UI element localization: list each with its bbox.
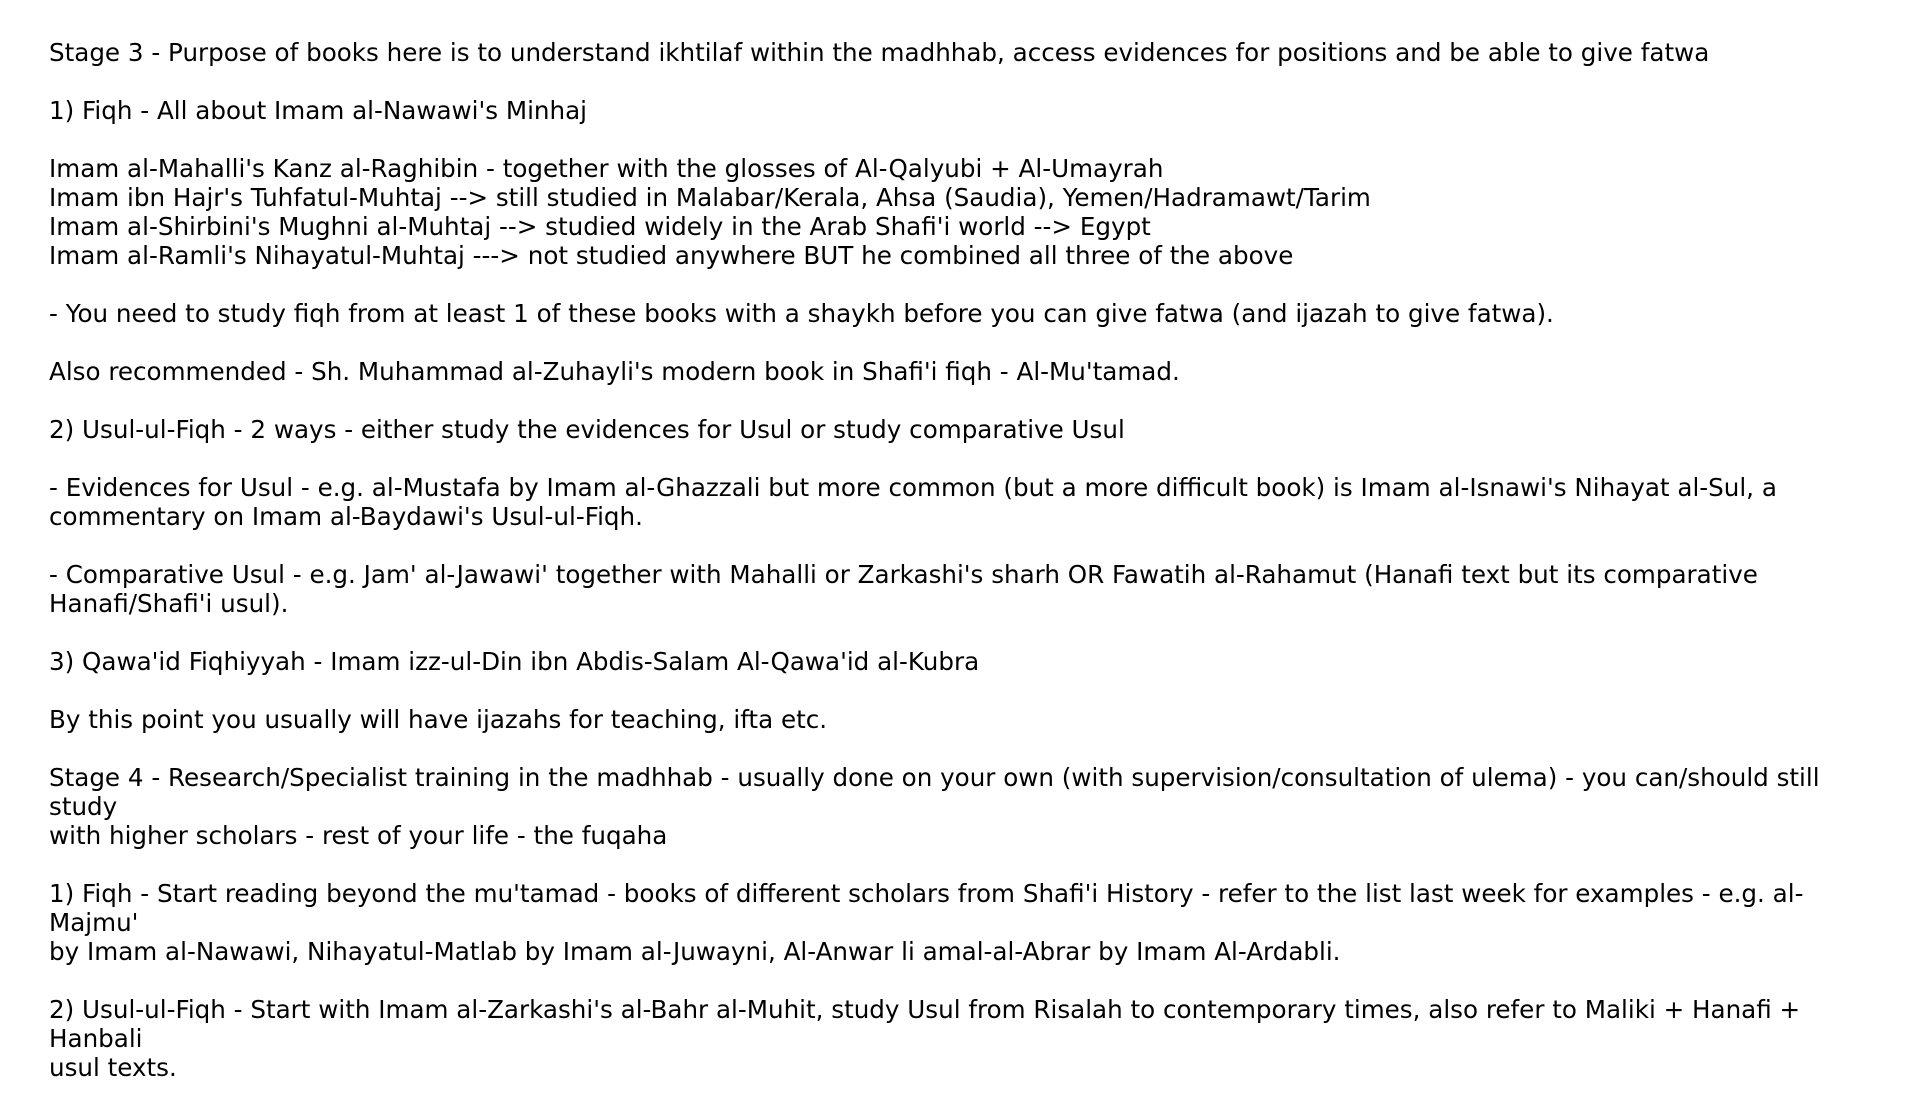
text-line: 2) Usul-ul-Fiqh - Start with Imam al-Zarkashi's al-Bahr al-Muhit, study Usul from Risalah to contemporary times, also refer to Maliki + Hanafi + Hanbali [49, 995, 1808, 1053]
text-line: Hanafi/Shafi'i usul). [49, 589, 289, 618]
text-line: 2) Usul-ul-Fiqh - 2 ways - either study the evidences for Usul or study comparative Usul [49, 415, 1125, 444]
paragraph [49, 473, 1889, 531]
paragraph [49, 647, 1889, 676]
text-line: commentary on Imam al-Baydawi's Usul-ul-Fiqh. [49, 502, 643, 531]
paragraph [49, 763, 1889, 850]
text-line: 1) Fiqh - All about Imam al-Nawawi's Minhaj [49, 96, 587, 125]
text-line: Imam ibn Hajr's Tuhfatul-Muhtaj --> still studied in Malabar/Kerala, Ahsa (Saudia), Yemen/Hadramawt/Tarim [49, 183, 1371, 212]
text-line: - Comparative Usul - e.g. Jam' al-Jawawi' together with Mahalli or Zarkashi's sharh OR Fawatih al-Rahamut (Hanafi text but its comparative [49, 560, 1758, 589]
text-line: - Evidences for Usul - e.g. al-Mustafa by Imam al-Ghazzali but more common (but a more difficult book) is Imam al-Isnawi's Nihayat al-Sul, a [49, 473, 1777, 502]
paragraph [49, 705, 1889, 734]
paragraph [49, 415, 1889, 444]
text-line: by Imam al-Nawawi, Nihayatul-Matlab by Imam al-Juwayni, Al-Anwar li amal-al-Abrar by Imam Al-Ardabli. [49, 937, 1341, 966]
document-body [49, 38, 1889, 1111]
text-line: Imam al-Shirbini's Mughni al-Muhtaj --> studied widely in the Arab Shafi'i world --> Egypt [49, 212, 1151, 241]
text-line: Stage 3 - Purpose of books here is to understand ikhtilaf within the madhhab, access evidences for positions and be able to give fatwa [49, 38, 1710, 67]
paragraph [49, 154, 1889, 270]
text-line: 3) Qawa'id Fiqhiyyah - Imam izz-ul-Din ibn Abdis-Salam Al-Qawa'id al-Kubra [49, 647, 980, 676]
text-line: By this point you usually will have ijazahs for teaching, ifta etc. [49, 705, 828, 734]
text-line: Also recommended - Sh. Muhammad al-Zuhayli's modern book in Shafi'i fiqh - Al-Mu'tamad. [49, 357, 1180, 386]
paragraph [49, 38, 1889, 67]
paragraph [49, 560, 1889, 618]
text-line: Imam al-Ramli's Nihayatul-Muhtaj ---> not studied anywhere BUT he combined all three of the above [49, 241, 1294, 270]
paragraph [49, 995, 1889, 1082]
text-line: Stage 4 - Research/Specialist training in the madhhab - usually done on your own (with supervision/consultation of ulema) - you can/should still study [49, 763, 1828, 821]
text-line: 1) Fiqh - Start reading beyond the mu'tamad - books of different scholars from Shafi'i History - refer to the list last week for examples - e.g. al-Majmu' [49, 879, 1804, 937]
text-line: with higher scholars - rest of your life - the fuqaha [49, 821, 668, 850]
paragraph [49, 879, 1889, 966]
text-line: Imam al-Mahalli's Kanz al-Raghibin - together with the glosses of Al-Qalyubi + Al-Umayrah [49, 154, 1164, 183]
paragraph [49, 299, 1889, 328]
paragraph [49, 357, 1889, 386]
text-line: - You need to study fiqh from at least 1 of these books with a shaykh before you can give fatwa (and ijazah to give fatwa). [49, 299, 1554, 328]
paragraph [49, 96, 1889, 125]
text-line: usul texts. [49, 1053, 177, 1082]
